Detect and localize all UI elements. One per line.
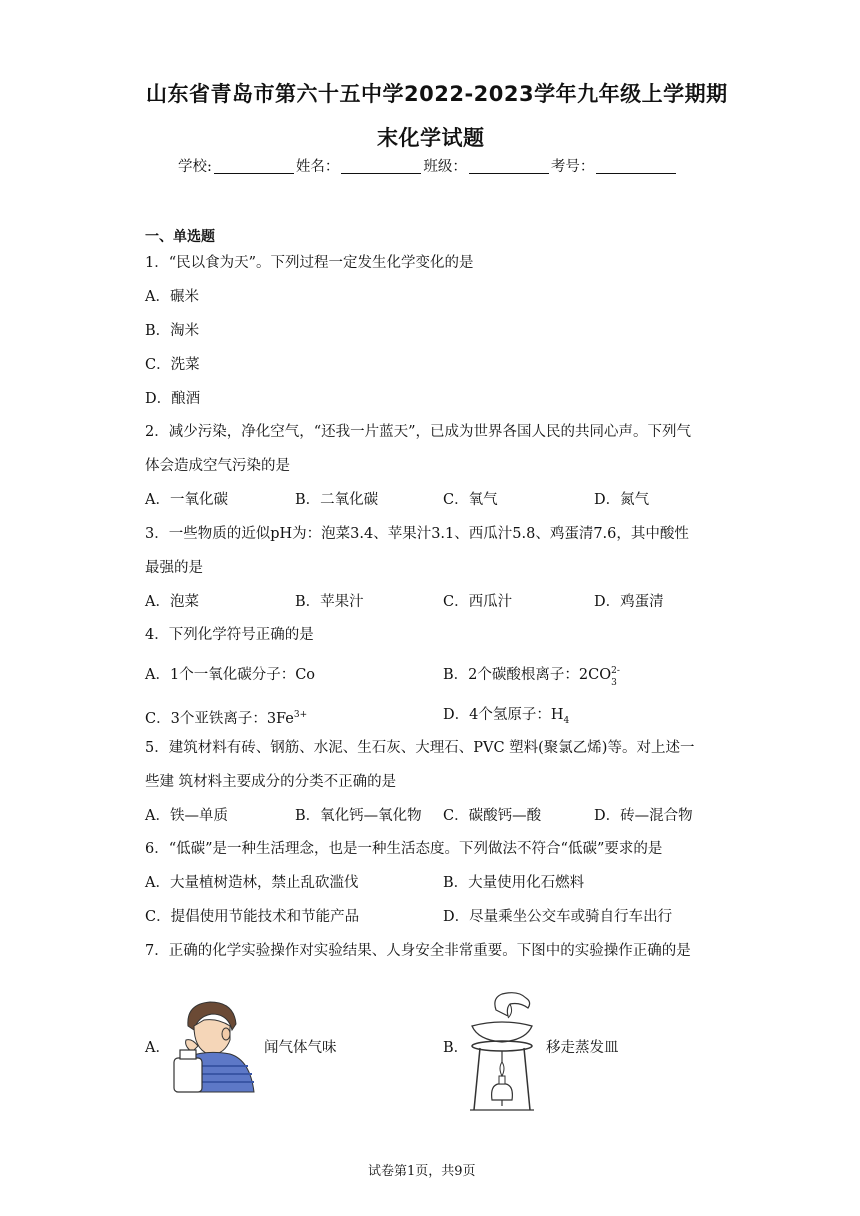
exam-number-label: 考号： [550,159,595,175]
q3-option-a[interactable]: A．泡菜 [145,594,199,610]
q5-stem-line1: 5．建筑材料有砖、钢筋、水泥、生石灰、大理石、PVC 塑料(聚氯乙烯)等。对上述一 [145,740,695,756]
q3-option-c[interactable]: C．西瓜汁 [443,594,513,610]
class-label: 班级： [423,159,467,175]
q2-option-b[interactable]: B．二氧化碳 [295,492,379,508]
q1-option-b[interactable]: B．淘米 [145,323,200,339]
q2-option-d[interactable]: D．氮气 [594,492,650,508]
q1-option-c[interactable]: C．洗菜 [145,357,200,373]
q6-option-a[interactable]: A．大量植树造林，禁止乱砍滥伐 [145,875,359,891]
q7-option-a-label[interactable]: A． [145,1040,170,1056]
school-label: 学校: [178,159,212,175]
q3-stem-line2: 最强的是 [145,560,203,576]
q7-option-b-text[interactable]: 移走蒸发皿 [546,1040,619,1056]
q7-option-b-label[interactable]: B． [443,1040,469,1056]
q4-option-d-text: D．4个氢原子：H [443,707,564,723]
q6-option-d[interactable]: D．尽量乘坐公交车或骑自行车出行 [443,909,673,925]
q4-option-b-text: B．2个碳酸根离子： [443,667,579,683]
page-title-line2: 末化学试题 [377,126,485,150]
q2-stem-line2: 体会造成空气污染的是 [145,458,290,474]
section-title: 一、单选题 [145,229,215,245]
evaporating-dish-illustration [462,988,542,1118]
q2-stem-line1: 2．减少污染，净化空气，“还我一片蓝天”，已成为世界各国人民的共同心声。下列气 [145,424,692,440]
carbonate-charge: 2- [611,666,620,676]
q6-option-b[interactable]: B．大量使用化石燃料 [443,875,585,891]
q5-option-b[interactable]: B．氧化钙—氧化物 [295,808,422,824]
exam-number-blank[interactable] [596,159,676,174]
info-fields [178,158,678,176]
q7-stem: 7．正确的化学实验操作对实验结果、人身安全非常重要。下图中的实验操作正确的是 [145,943,691,959]
q3-option-d[interactable]: D．鸡蛋清 [594,594,664,610]
class-blank[interactable] [469,159,549,174]
q5-option-c[interactable]: C．碳酸钙—酸 [443,808,542,824]
q3-option-b[interactable]: B．苹果汁 [295,594,364,610]
hydrogen-subscript: 4 [563,715,570,726]
page-title-line1: 山东省青岛市第六十五中学2022-2023学年九年级上学期期 [146,82,728,106]
carbonate-formula: 2CO [578,667,612,683]
q1-option-d[interactable]: D．酿酒 [145,391,201,407]
q3-stem-line1: 3．一些物质的近似pH为：泡菜3.4、苹果汁3.1、西瓜汁5.8、鸡蛋清7.6，其中酸性 [145,526,689,542]
smelling-gas-illustration [168,996,260,1098]
q4-stem: 4．下列化学符号正确的是 [145,627,314,643]
q4-option-d[interactable] [443,706,569,730]
q5-option-a[interactable]: A．铁—单质 [145,808,228,824]
q4-option-c[interactable] [145,706,307,728]
name-label: 姓名： [295,159,340,175]
q4-option-a[interactable]: A．1个一氧化碳分子：Co [145,667,316,683]
q6-option-c[interactable]: C．提倡使用节能技术和节能产品 [145,909,360,925]
q2-option-a[interactable]: A．一氧化碳 [145,492,228,508]
q2-option-c[interactable]: C．氧气 [443,492,498,508]
name-blank[interactable] [341,159,421,174]
q5-stem-line2: 些建 筑材料主要成分的分类不正确的是 [145,774,397,790]
q7-option-a-text[interactable]: 闻气体气味 [264,1040,337,1056]
q4-option-b[interactable] [443,666,621,688]
q1-option-a[interactable]: A．碾米 [145,289,199,305]
q1-stem: 1．“民以食为天”。下列过程一定发生化学变化的是 [145,255,474,271]
q4-option-c-text: C．3个亚铁离子：3Fe [145,710,294,727]
carbonate-subscript: 3 [611,678,617,688]
ferrous-charge: 3+ [293,710,308,720]
page-footer: 试卷第1页，共9页 [368,1164,476,1179]
q5-option-d[interactable]: D．砖—混合物 [594,808,693,824]
school-blank[interactable] [214,159,294,174]
q6-stem: 6．“低碳”是一种生活理念，也是一种生活态度。下列做法不符合“低碳”要求的是 [145,841,663,857]
